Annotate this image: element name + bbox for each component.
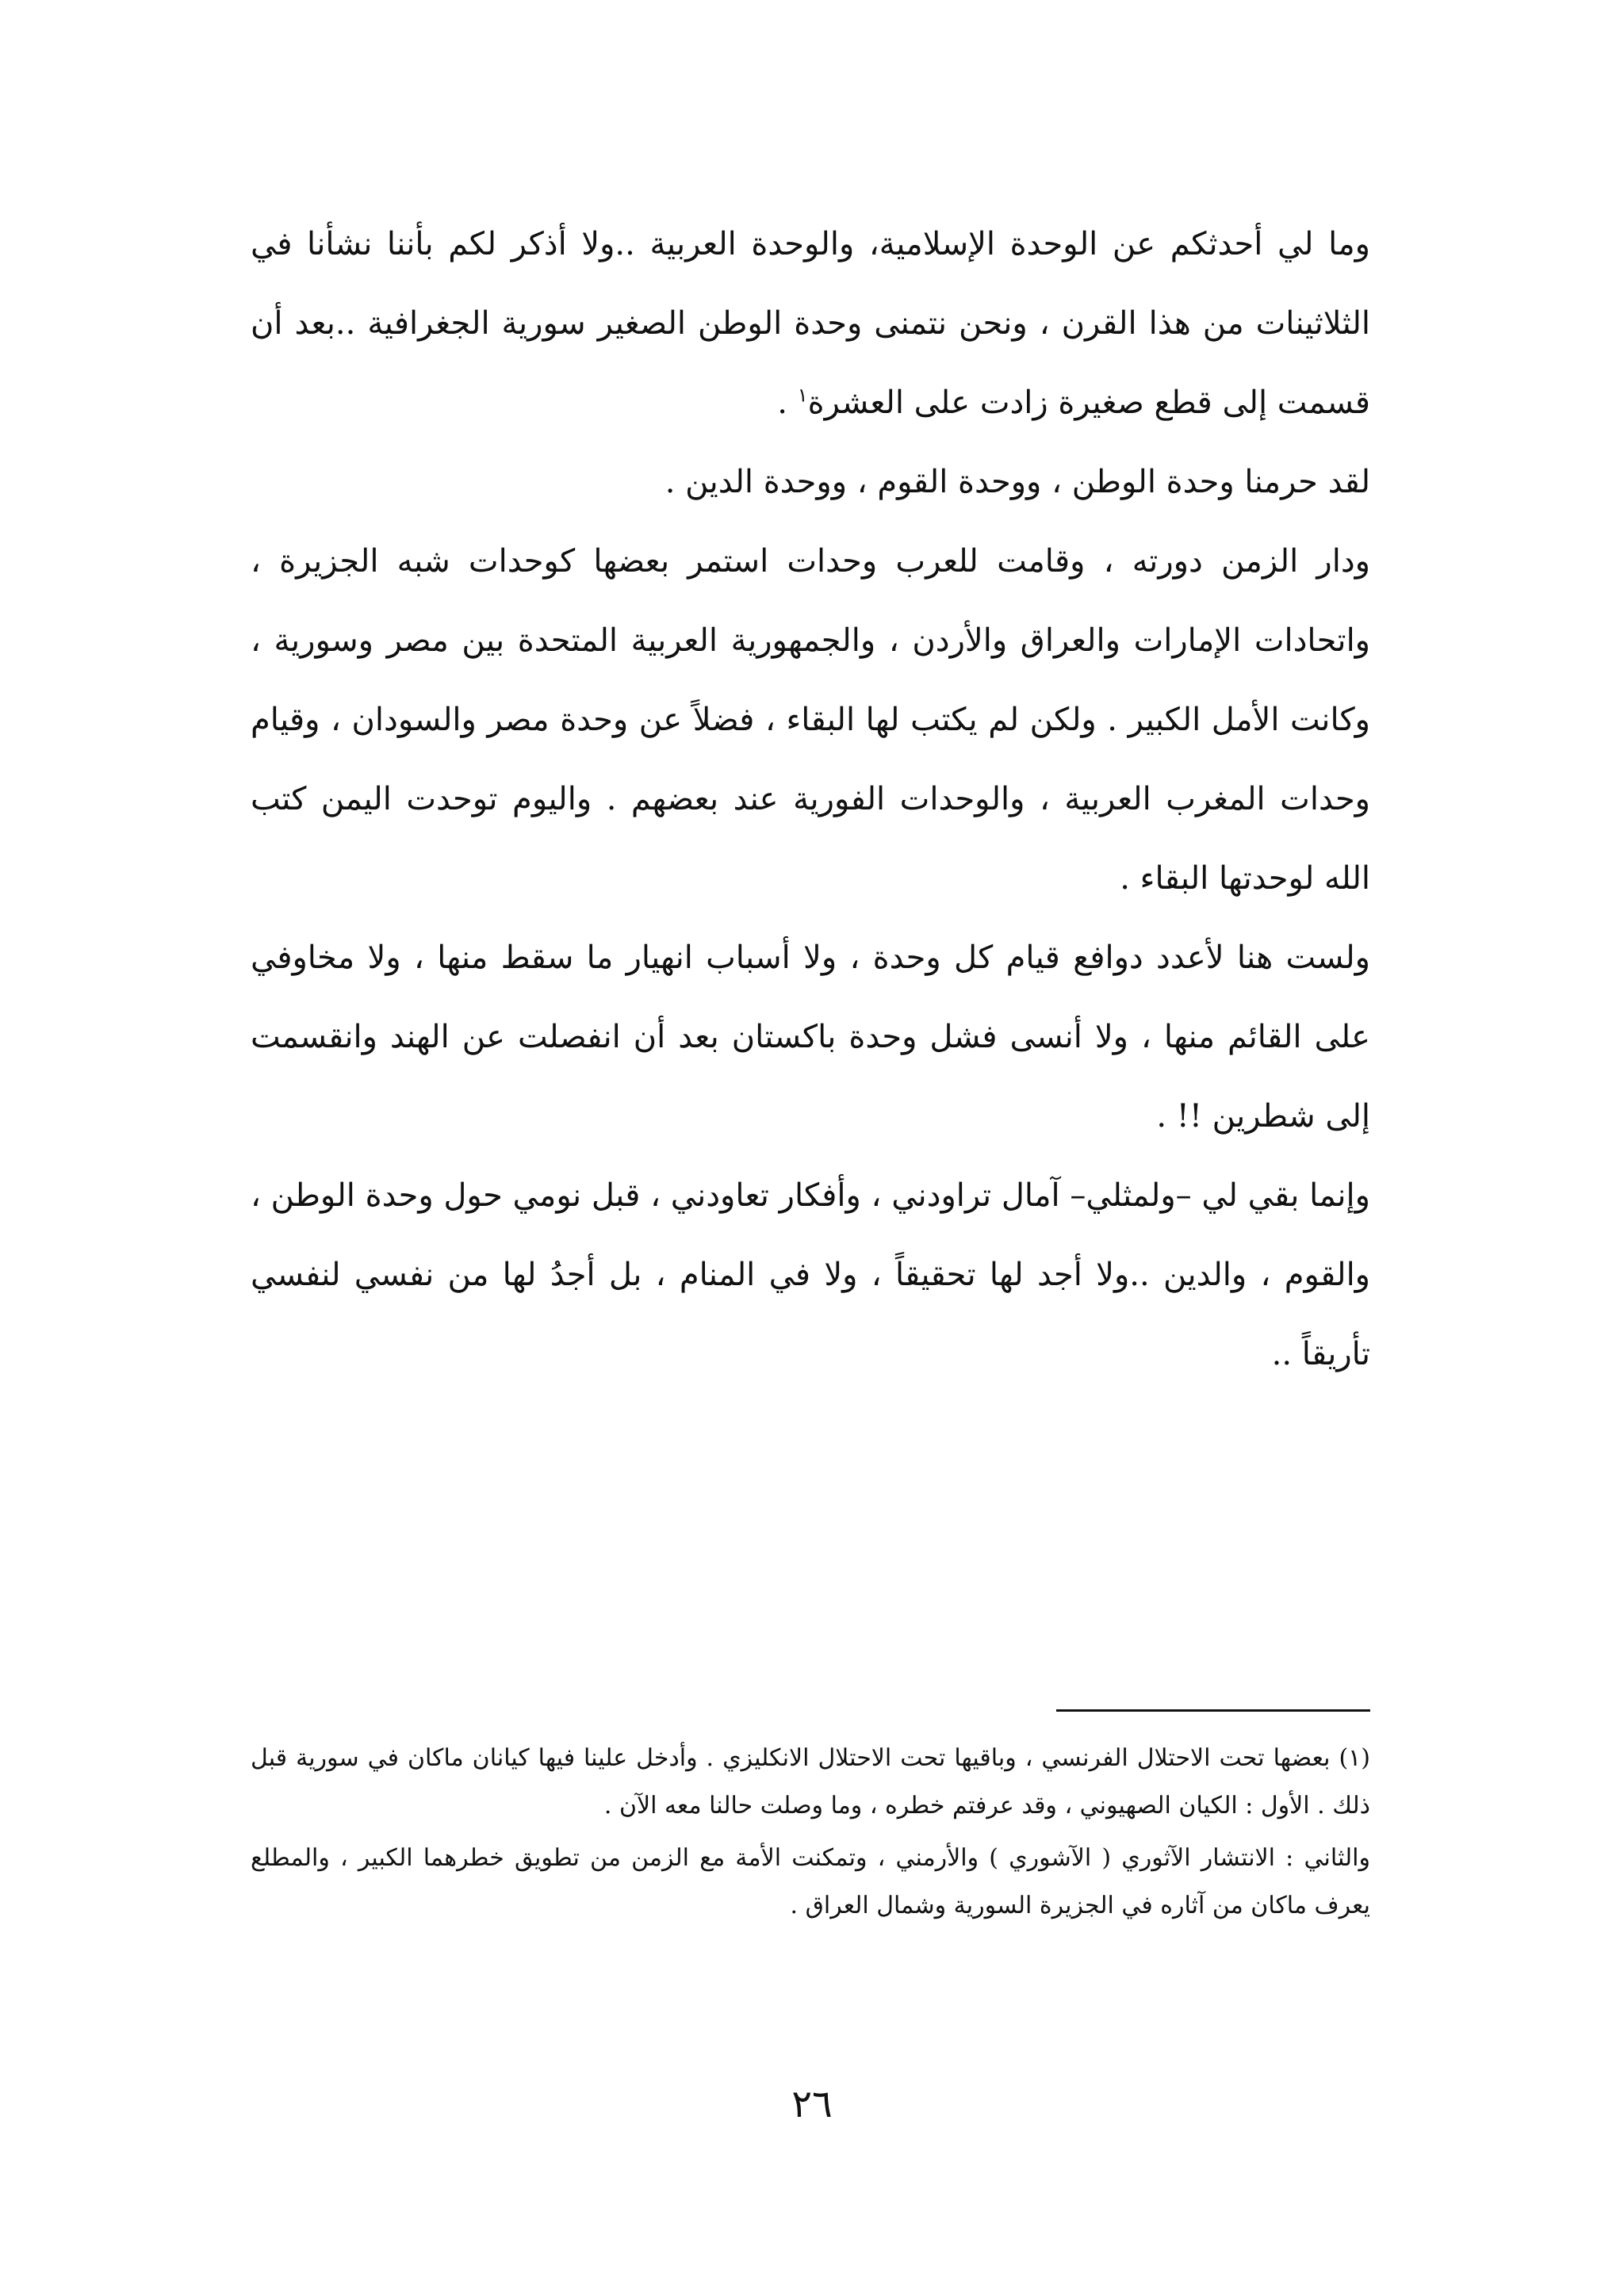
paragraph-1 xyxy=(251,205,1370,442)
paragraph-1-text: وما لي أحدثكم عن الوحدة الإسلامية، والوحدة العربية ..ولا أذكر لكم بأننا نشأنا في الثلاثينات من هذا القرن ، ونحن نتمنى وحدة الوطن الصغير سورية الجغرافية ..بعد أن قسمت إلى قطع صغيرة زادت على العشرة xyxy=(251,226,1370,421)
paragraph-3: ودار الزمن دورته ، وقامت للعرب وحدات استمر بعضها كوحدات شبه الجزيرة ، واتحادات الإمارات والعراق والأردن ، والجمهورية العربية المتحدة بين مصر وسورية ، وكانت الأمل الكبير . ولكن لم يكتب لها البقاء ، فضلاً عن وحدة مصر والسودان ، وقيام وحدات المغرب العربية ، والوحدات الفورية عند بعضهم . واليوم توحدت اليمن كتب الله لوحدتها البقاء . xyxy=(251,543,1370,897)
paragraph-2: لقد حرمنا وحدة الوطن ، ووحدة القوم ، ووحدة الدين . xyxy=(665,464,1370,500)
footnote-reference-1: ١ xyxy=(797,384,808,407)
footnote-1: (١) بعضها تحت الاحتلال الفرنسي ، وباقيها تحت الاحتلال الانكليزي . وأدخل علينا فيها كيانان ماكان في سورية قبل ذلك . الأول : الكيان الصهيوني ، وقد عرفتم خطره ، وما وصلت حالنا معه الآن . xyxy=(251,1744,1370,1820)
footnote-divider xyxy=(1056,1709,1370,1712)
footnote-1-continued: والثاني : الانتشار الآثوري ( الآشوري ) والأرمني ، وتمكنت الأمة مع الزمن من تطويق خطرهما الكبير ، والمطلع يعرف ماكان من آثاره في الجزيرة السورية وشمال العراق . xyxy=(251,1844,1370,1919)
body-text xyxy=(251,205,1370,1394)
paragraph-4: ولست هنا لأعدد دوافع قيام كل وحدة ، ولا أسباب انهيار ما سقط منها ، ولا مخاوفي على القائم منها ، ولا أنسى فشل وحدة باكستان بعد أن انفصلت عن الهند وانقسمت إلى شطرين !! . xyxy=(251,939,1370,1135)
paragraph-5: وإنما بقي لي –ولمثلي– آمال تراودني ، وأفكار تعاودني ، قبل نومي حول وحدة الوطن ، والقوم ، والدين ..ولا أجد لها تحقيقاً ، ولا في المنام ، بل أجدُ لها من نفسي لنفسي تأريقاً .. xyxy=(251,1177,1370,1372)
footnotes-section xyxy=(251,1735,1370,1934)
page-number: ٢٦ xyxy=(791,2082,833,2126)
paragraph-1-tail: . xyxy=(777,385,798,421)
